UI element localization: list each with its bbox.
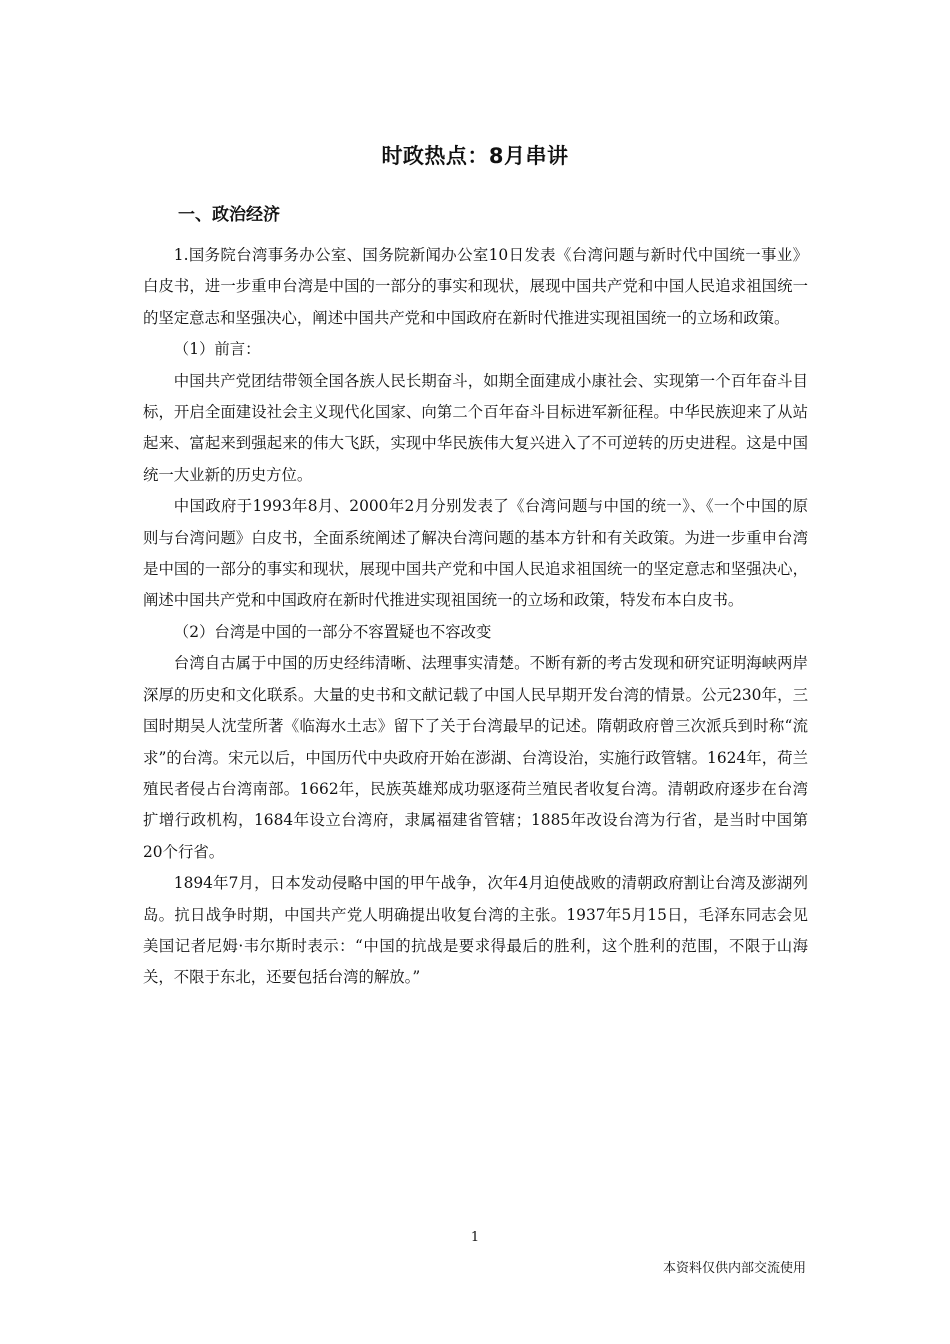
- paragraph-5: 1894年7月，日本发动侵略中国的甲午战争，次年4月迫使战败的清朝政府割让台湾及澎湖列岛。抗日战争时期，中国共产党人明确提出收复台湾的主张。1937年5月15日，毛泽东同志会见美国记者尼姆·韦尔斯时表示：“中国的抗战是要求得最后的胜利，这个胜利的范围，不限于山海关，不限于东北，还要包括台湾的解放。”: [143, 874, 808, 987]
- paragraph-3: 中国政府于1993年8月、2000年2月分别发表了《台湾问题与中国的统一》、《一个中国的原则与台湾问题》白皮书，全面系统阐述了解决台湾问题的基本方针和有关政策。为进一步重申台湾是中国的一部分的事实和现状，展现中国共产党和中国人民追求祖国统一的坚定意志和坚强决心，阐述中国共产党和中国政府在新时代推进实现祖国统一的立场和政策，特发布本白皮书。: [143, 497, 808, 610]
- paragraph-1: 1.国务院台湾事务办公室、国务院新闻办公室10日发表《台湾问题与新时代中国统一事业》白皮书，进一步重申台湾是中国的一部分的事实和现状，展现中国共产党和中国人民追求祖国统一的坚定意志和坚强决心，阐述中国共产党和中国政府在新时代推进实现祖国统一的立场和政策。: [143, 246, 808, 327]
- page-number: 1: [470, 1230, 480, 1245]
- footer-note: 本资料仅供内部交流使用: [662, 1261, 806, 1276]
- paragraph-4: 台湾自古属于中国的历史经纬清晰、法理事实清楚。不断有新的考古发现和研究证明海峡两岸深厚的历史和文化联系。大量的史书和文献记载了中国人民早期开发台湾的情景。公元230年，三国时期吴人沈莹所著《临海水土志》留下了关于台湾最早的记述。隋朝政府曾三次派兵到时称“流求”的台湾。宋元以后，中国历代中央政府开始在澎湖、台湾设治，实施行政管辖。1624年，荷兰殖民者侵占台湾南部。1662年，民族英雄郑成功驱逐荷兰殖民者收复台湾。清朝政府逐步在台湾扩增行政机构，1684年设立台湾府，隶属福建省管辖；1885年改设台湾为行省，是当时中国第20个行省。: [143, 654, 808, 861]
- subheading-taiwan-part-of-china: （2）台湾是中国的一部分不容置疑也不容改变: [173, 622, 492, 641]
- subheading-preface: （1）前言：: [173, 340, 261, 359]
- section-heading: 一、政治经济: [178, 205, 280, 225]
- paragraph-2: 中国共产党团结带领全国各族人民长期奋斗，如期全面建成小康社会、实现第一个百年奋斗目标，开启全面建设社会主义现代化国家、向第二个百年奋斗目标进军新征程。中华民族迎来了从站起来、富起来到强起来的伟大飞跃，实现中华民族伟大复兴进入了不可逆转的历史进程。这是中国统一大业新的历史方位。: [143, 371, 808, 484]
- document-body: [143, 240, 808, 994]
- page-title: 时政热点：8月串讲: [381, 144, 569, 168]
